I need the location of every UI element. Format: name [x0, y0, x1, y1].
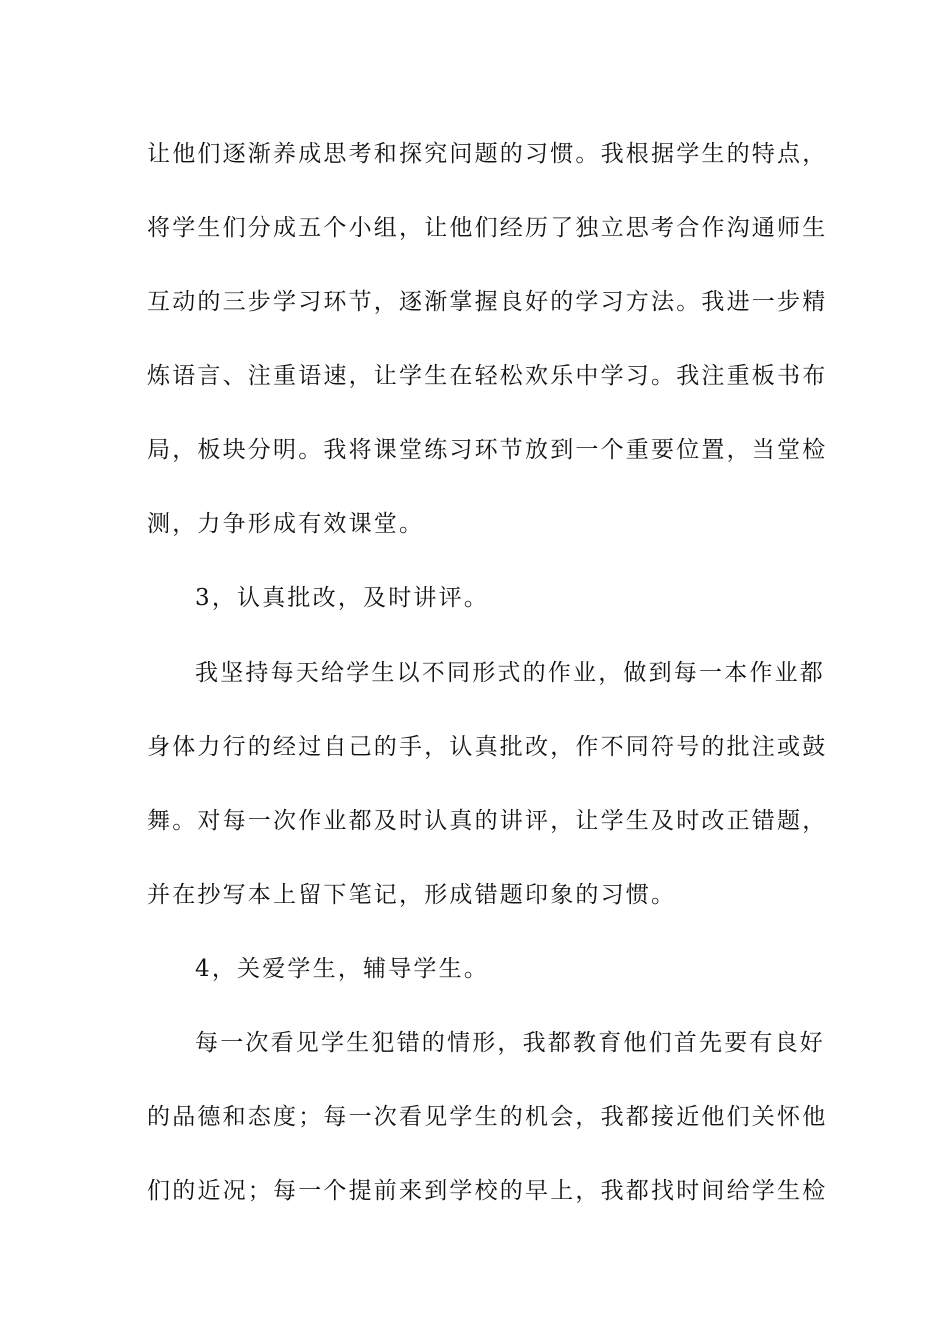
body-text-line: 互动的三步学习环节，逐渐掌握良好的学习方法。我进一步精: [147, 289, 828, 315]
body-text-line: 我坚持每天给学生以不同形式的作业，做到每一本作业都: [195, 660, 825, 686]
body-text-line: 们的近况；每一个提前来到学校的早上，我都找时间给学生检: [147, 1178, 828, 1204]
body-text-line: 测，力争形成有效课堂。: [147, 511, 425, 537]
section-heading: 4，关爱学生，辅导学生。: [195, 956, 490, 982]
body-text-line: 局，板块分明。我将课堂练习环节放到一个重要位置，当堂检: [147, 437, 828, 463]
body-text-line: 舞。对每一次作业都及时认真的讲评，让学生及时改正错题，: [147, 808, 828, 834]
section-heading: 3，认真批改，及时讲评。: [195, 585, 490, 611]
body-text-line: 身体力行的经过自己的手，认真批改，作不同符号的批注或鼓: [147, 734, 828, 760]
body-text-line: 将学生们分成五个小组，让他们经历了独立思考合作沟通师生: [147, 215, 828, 241]
body-text-line: 每一次看见学生犯错的情形，我都教育他们首先要有良好: [195, 1030, 825, 1056]
body-text-line: 炼语言、注重语速，让学生在轻松欢乐中学习。我注重板书布: [147, 363, 828, 389]
body-text-line: 并在抄写本上留下笔记，形成错题印象的习惯。: [147, 882, 677, 908]
body-text-line: 的品德和态度；每一次看见学生的机会，我都接近他们关怀他: [147, 1104, 828, 1130]
body-text-line: 让他们逐渐养成思考和探究问题的习惯。我根据学生的特点，: [147, 141, 828, 167]
